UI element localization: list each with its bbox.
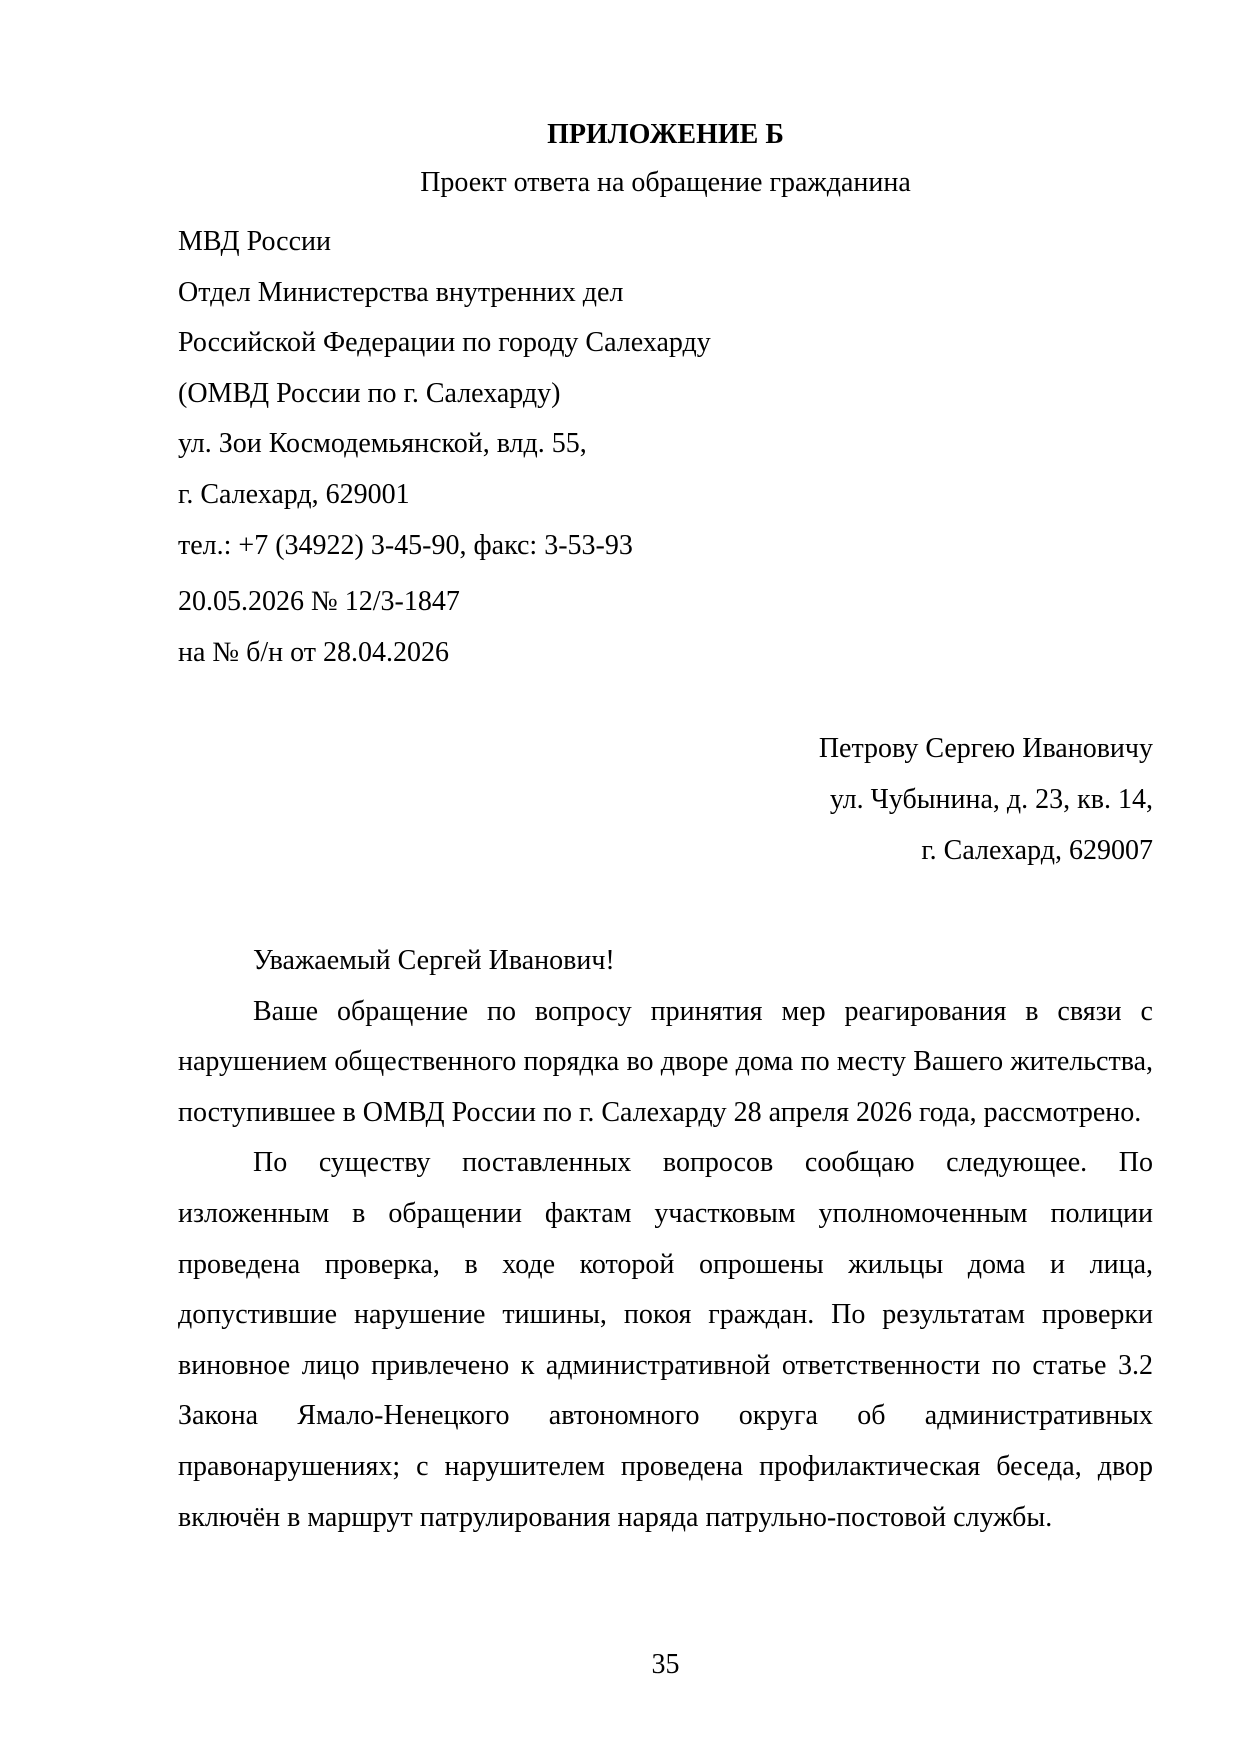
letter-paragraph-1: Ваше обращение по вопросу принятия мер реагирования в связи с нарушением общественного порядка во дворе дома по месту Вашего жительства, поступившее в ОМВД России по г. Салехарду 28 апреля 2026 года, рассмотрено. bbox=[178, 995, 1153, 1128]
sender-department-line-2: Российской Федерации по городу Салехарду bbox=[178, 327, 711, 359]
sender-phone: тел.: +7 (34922) 3-45-90, факс: 3-53-93 bbox=[178, 529, 633, 561]
sender-block bbox=[178, 217, 878, 571]
appendix-subtitle: Проект ответа на обращение гражданина bbox=[420, 167, 911, 198]
recipient-city: г. Салехард, 629007 bbox=[921, 835, 1153, 866]
recipient-street: ул. Чубынина, д. 23, кв. 14, bbox=[829, 784, 1153, 815]
sender-ministry: МВД России bbox=[178, 226, 332, 257]
outgoing-number: 20.05.2026 № 12/3-1847 bbox=[178, 586, 460, 617]
appendix-title: ПРИЛОЖЕНИЕ Б bbox=[547, 119, 784, 150]
page-number: 35 bbox=[651, 1649, 680, 1680]
recipient-name: Петрову Сергею Ивановичу bbox=[818, 733, 1153, 764]
sender-city: г. Салехард, 629001 bbox=[178, 478, 410, 510]
letter-paragraph-2: По существу поставленных вопросов сообщаю следующее. По изложенным в обращении фактам участковым уполномоченным полиции проведена проверка, в ходе которой опрошены жильцы дома и лица, допустившие нарушение тишины, покоя граждан. По результатам проверки виновное лицо привлечено к административной ответственности по статье 3.2 Закона Ямало-Ненецкого автономного округа об административных правонарушениях; с нарушителем проведена профилактическая беседа, двор включён в маршрут патрулирования наряда патрульно-постовой службы. bbox=[178, 1147, 1153, 1533]
letter-body bbox=[178, 936, 1153, 1543]
recipient-block bbox=[700, 723, 1153, 876]
letter-greeting: Уважаемый Сергей Иванович! bbox=[253, 945, 615, 976]
sender-department-short: (ОМВД России по г. Салехарду) bbox=[178, 377, 561, 409]
incoming-reference: на № б/н от 28.04.2026 bbox=[178, 637, 450, 668]
sender-street: ул. Зои Космодемьянской, влд. 55, bbox=[178, 428, 587, 460]
sender-department-line-1: Отдел Министерства внутренних дел bbox=[178, 276, 624, 308]
registration-block bbox=[178, 576, 878, 678]
